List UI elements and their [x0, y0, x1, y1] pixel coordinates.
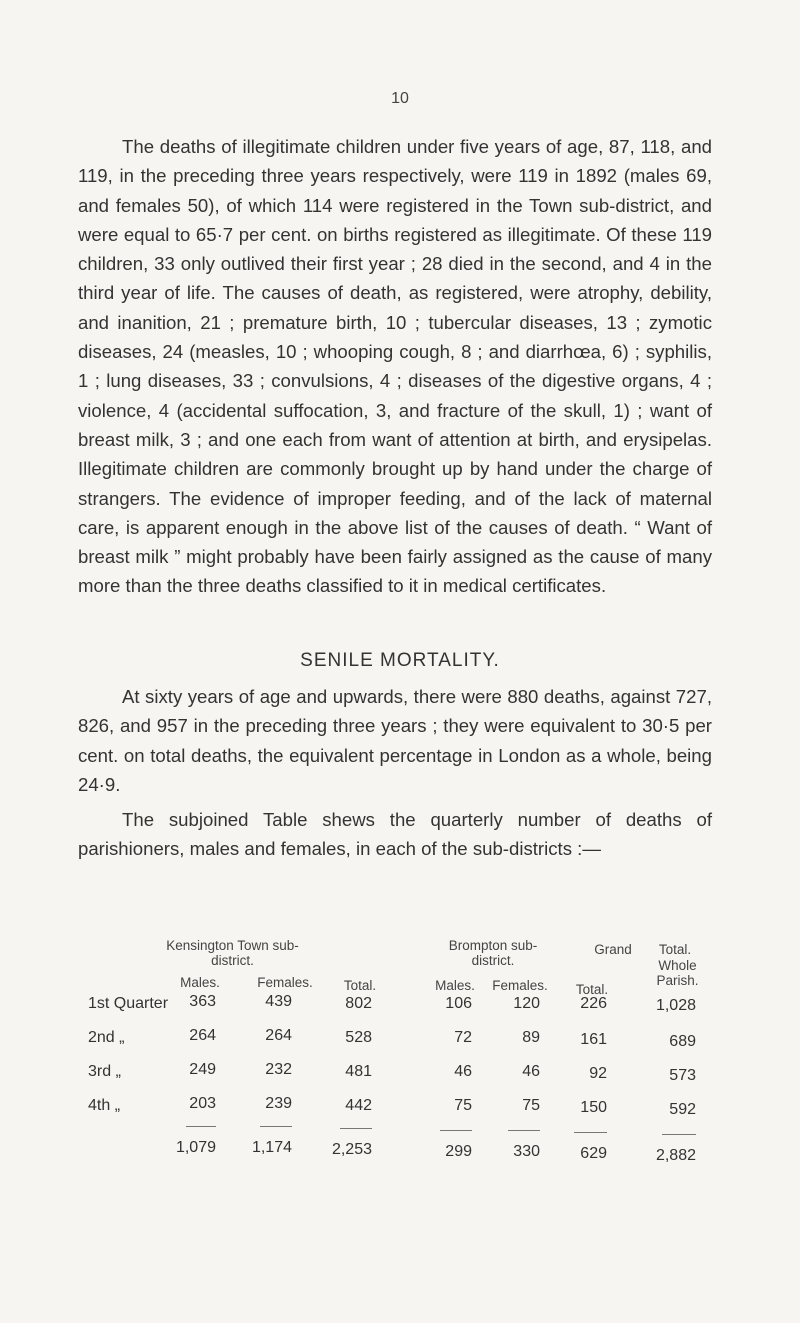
paragraph-illegitimate: The deaths of illegitimate children under five years of age, 87, 118, and 119, in the preceding three years respectively, were 119 in 1892 (males 69, and females 50), of which 114 were registered in the Town sub-district, and were equal to 65·7 per cent. on births registered as illegitimate. Of these 119 children, 33 only outlived their first year ; 28 died in the second, and 4 in the third year of life. The causes of death, as registered, were atrophy, debility, and inanition, 21 ; premature birth, 10 ; tubercular diseases, 13 ; zymotic diseases, 24 (measles, 10 ; whooping cough, 8 ; and diarrhœa, 6) ; syphilis, 1 ; lung diseases, 33 ; convulsions, 4 ; diseases of the digestive organs, 4 ; violence, 4 (accidental suffocation, 3, and fracture of the skull, 1) ; want of breast milk, 3 ; and one each from want of attention at birth, and erysipelas. Illegitimate children are commonly brought up by hand under the charge of strangers. The evidence of improper feeding, and of the lack of maternal care, is apparent enough in the above list of the causes of death. “ Want of breast milk ” might probably have been fairly assigned as the cause of many more than the three deaths classified to it in medical certificates. — [78, 136, 712, 597]
grand-header: Grand — [594, 942, 632, 957]
col-b-females: Females. — [492, 978, 548, 993]
col-b-total: Total. — [575, 982, 609, 997]
table-cell: 161 — [580, 1031, 607, 1048]
col-k-females: Females. — [257, 975, 313, 990]
sum-rule — [440, 1130, 472, 1131]
total-cell: 330 — [513, 1143, 540, 1160]
paragraph-table-intro: The subjoined Table shews the quarterly number of deaths of parishioners, males and females, in each of the sub-districts :— — [78, 809, 712, 860]
total-cell: 1,079 — [175, 1139, 216, 1156]
total-cell: 629 — [580, 1145, 607, 1162]
total-cell: 1,174 — [251, 1139, 292, 1156]
table-cell: 46 — [522, 1063, 540, 1080]
table-cell: 689 — [669, 1033, 696, 1050]
total-header: Total. — [658, 942, 692, 957]
kensington-header: Kensington Town sub-district. — [166, 938, 299, 968]
table-cell: 72 — [454, 1029, 472, 1046]
table-cell: 232 — [265, 1061, 292, 1078]
table-cell: 89 — [522, 1029, 540, 1046]
sum-rule — [662, 1134, 696, 1135]
sum-rule — [186, 1126, 216, 1127]
table-cell: 1,028 — [655, 997, 696, 1014]
table-cell: 481 — [345, 1063, 372, 1080]
sum-rule — [574, 1132, 607, 1133]
table-cell: 442 — [345, 1097, 372, 1114]
table-cell: 249 — [189, 1061, 216, 1078]
whole-parish-header: Whole Parish. — [656, 958, 699, 988]
total-cell: 2,253 — [331, 1141, 372, 1158]
table-cell: 75 — [454, 1097, 472, 1114]
table-cell: 203 — [189, 1095, 216, 1112]
total-cell: 2,882 — [655, 1147, 696, 1164]
table-cell: 592 — [669, 1101, 696, 1118]
table-cell: 239 — [265, 1095, 292, 1112]
table-cell: 120 — [513, 995, 540, 1012]
table-cell: 528 — [345, 1029, 372, 1046]
sum-rule — [260, 1126, 292, 1127]
table-cell: 75 — [522, 1097, 540, 1114]
table-cell: 92 — [589, 1065, 607, 1082]
row-label: 3rd „ — [88, 1063, 121, 1080]
brompton-header: Brompton sub-district. — [448, 938, 538, 968]
table-cell: 106 — [445, 995, 472, 1012]
row-label: 4th „ — [88, 1097, 121, 1114]
sum-rule — [340, 1128, 372, 1129]
paragraph-senile: At sixty years of age and upwards, there were 880 deaths, against 727, 826, and 957 in the preceding three years ; they were equivalent to 30·5 per cent. on total deaths, the equivalent percentage in London as a whole, being 24·9. — [78, 686, 712, 795]
row-label: 2nd „ — [88, 1029, 125, 1046]
table-cell: 439 — [265, 993, 292, 1010]
table-cell: 573 — [669, 1067, 696, 1084]
table-cell: 264 — [265, 1027, 292, 1044]
page-number: 10 — [391, 90, 409, 107]
col-b-males: Males. — [435, 978, 475, 993]
sum-rule — [508, 1130, 540, 1131]
table-cell: 46 — [454, 1063, 472, 1080]
row-label: 1st Quarter — [88, 995, 169, 1012]
col-k-males: Males. — [180, 975, 220, 990]
col-k-total: Total. — [343, 978, 377, 993]
table-cell: 802 — [345, 995, 372, 1012]
section-heading: SENILE MORTALITY. — [300, 650, 500, 671]
table-cell: 150 — [580, 1099, 607, 1116]
total-cell: 299 — [445, 1143, 472, 1160]
table-cell: 264 — [189, 1027, 216, 1044]
table-cell: 226 — [580, 995, 607, 1012]
table-cell: 363 — [189, 993, 216, 1010]
